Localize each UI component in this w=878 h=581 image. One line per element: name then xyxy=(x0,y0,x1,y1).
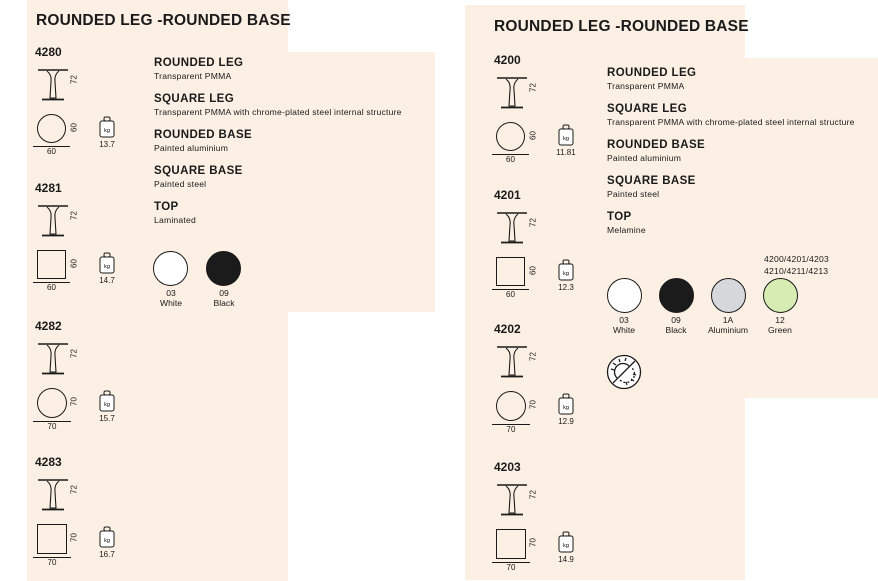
width-dimension: 70 xyxy=(506,425,516,434)
height-dimension: 72 xyxy=(69,211,79,220)
depth-dimension: 60 xyxy=(528,266,538,275)
swatch-name: White xyxy=(160,298,182,308)
material-name: ROUNDED LEG xyxy=(607,67,697,79)
swatch-name: Aluminium xyxy=(707,325,749,335)
width-dimension: 70 xyxy=(47,422,57,431)
outdoor-sun-icon xyxy=(606,354,642,390)
width-dimension: 60 xyxy=(47,283,56,292)
table-side-view-icon xyxy=(496,76,528,110)
height-dimension: 72 xyxy=(528,490,538,499)
swatch-label xyxy=(703,315,753,335)
width-dimension: 60 xyxy=(506,155,515,164)
svg-text:kg: kg xyxy=(104,264,110,270)
swatch-label xyxy=(199,288,249,308)
depth-dimension: 70 xyxy=(69,397,79,406)
swatch-code: 09 xyxy=(219,288,229,298)
swatch-white xyxy=(607,278,642,313)
weight-value: 15.7 xyxy=(99,414,115,423)
swatch-code: 12 xyxy=(775,315,785,325)
product-code: 4280 xyxy=(35,45,62,59)
weight-value: 13.7 xyxy=(99,140,115,149)
square-top-view xyxy=(496,257,525,286)
square-top-view xyxy=(37,524,67,554)
product-code: 4202 xyxy=(494,322,521,336)
swatch-code: 1A xyxy=(722,315,734,325)
svg-text:kg: kg xyxy=(563,271,569,277)
round-top-view xyxy=(37,114,66,143)
swatch-name: Black xyxy=(213,298,235,308)
swatch-codes-line1: 4200/4201/4203 xyxy=(764,254,829,264)
material-desc: Transparent PMMA with chrome-plated steel internal structure xyxy=(607,117,855,127)
material-desc: Melamine xyxy=(607,225,646,235)
table-side-view-icon xyxy=(37,478,69,512)
material-name: ROUNDED BASE xyxy=(154,129,253,141)
table-side-view-icon xyxy=(37,342,69,376)
material-desc: Painted aluminium xyxy=(607,153,682,163)
swatch-label xyxy=(146,288,196,308)
swatch-name: Black xyxy=(665,325,687,335)
weight-kg-icon xyxy=(558,124,574,146)
svg-text:kg: kg xyxy=(563,136,569,142)
height-dimension: 72 xyxy=(528,83,538,92)
height-dimension: 72 xyxy=(69,75,79,84)
material-desc: Transparent PMMA with chrome-plated steel internal structure xyxy=(154,107,402,117)
depth-dimension: 70 xyxy=(528,400,538,409)
depth-dimension: 70 xyxy=(69,533,79,542)
table-side-view-icon xyxy=(496,211,528,245)
weight-value: 12.9 xyxy=(558,417,574,426)
round-top-view xyxy=(37,388,67,418)
svg-text:kg: kg xyxy=(563,543,569,549)
width-dimension: 60 xyxy=(47,147,56,156)
swatch-name: Green xyxy=(768,325,792,335)
weight-value: 12.3 xyxy=(558,283,574,292)
weight-value: 14.7 xyxy=(99,276,115,285)
width-dimension: 60 xyxy=(506,290,515,299)
square-top-view xyxy=(37,250,66,279)
svg-text:kg: kg xyxy=(104,128,110,134)
weight-value: 11.81 xyxy=(556,148,576,157)
swatch-aluminium xyxy=(711,278,746,313)
swatch-label xyxy=(599,315,649,335)
material-desc: Painted steel xyxy=(154,179,207,189)
swatch-label xyxy=(651,315,701,335)
left-section-title: ROUNDED LEG -ROUNDED BASE xyxy=(36,12,291,29)
depth-dimension: 70 xyxy=(528,538,538,547)
swatch-code: 09 xyxy=(671,315,681,325)
svg-text:kg: kg xyxy=(104,538,110,544)
material-desc: Transparent PMMA xyxy=(607,81,685,91)
weight-kg-icon xyxy=(99,526,115,548)
table-side-view-icon xyxy=(37,204,69,238)
swatch-codes-line2: 4210/4211/4213 xyxy=(764,266,829,276)
round-top-view xyxy=(496,391,526,421)
height-dimension: 72 xyxy=(69,349,79,358)
height-dimension: 72 xyxy=(69,485,79,494)
weight-value: 14.9 xyxy=(558,555,574,564)
width-dimension: 70 xyxy=(506,563,516,572)
product-code: 4203 xyxy=(494,460,521,474)
product-code: 4282 xyxy=(35,319,62,333)
swatch-code: 03 xyxy=(166,288,176,298)
swatch-black xyxy=(659,278,694,313)
left-materials xyxy=(154,57,402,225)
swatch-white xyxy=(153,251,188,286)
material-desc: Painted steel xyxy=(607,189,660,199)
weight-kg-icon xyxy=(99,116,115,138)
weight-kg-icon xyxy=(99,252,115,274)
round-top-view xyxy=(496,122,525,151)
table-side-view-icon xyxy=(496,345,528,379)
swatch-code: 03 xyxy=(619,315,629,325)
depth-dimension: 60 xyxy=(69,259,79,268)
material-name: TOP xyxy=(607,211,632,223)
material-name: ROUNDED BASE xyxy=(607,139,706,151)
svg-text:kg: kg xyxy=(563,405,569,411)
swatch-label xyxy=(755,315,805,335)
weight-value: 16.7 xyxy=(99,550,115,559)
swatch-name: White xyxy=(613,325,635,335)
material-name: SQUARE LEG xyxy=(154,93,235,105)
swatch-black xyxy=(206,251,241,286)
material-name: SQUARE BASE xyxy=(607,175,696,187)
depth-dimension: 60 xyxy=(528,131,538,140)
material-desc: Painted aluminium xyxy=(154,143,229,153)
width-dimension: 70 xyxy=(47,558,57,567)
material-name: SQUARE LEG xyxy=(607,103,688,115)
depth-dimension: 60 xyxy=(69,123,79,132)
right-section-title: ROUNDED LEG -ROUNDED BASE xyxy=(494,18,749,35)
material-desc: Transparent PMMA xyxy=(154,71,232,81)
product-code: 4281 xyxy=(35,181,62,195)
weight-kg-icon xyxy=(558,393,574,415)
product-code: 4283 xyxy=(35,455,62,469)
product-code: 4200 xyxy=(494,53,521,67)
svg-text:kg: kg xyxy=(104,402,110,408)
weight-kg-icon xyxy=(99,390,115,412)
right-materials xyxy=(607,67,855,235)
weight-kg-icon xyxy=(558,531,574,553)
square-top-view xyxy=(496,529,526,559)
material-name: TOP xyxy=(154,201,179,213)
table-side-view-icon xyxy=(496,483,528,517)
material-name: SQUARE BASE xyxy=(154,165,243,177)
swatch-green xyxy=(763,278,798,313)
height-dimension: 72 xyxy=(528,218,538,227)
weight-kg-icon xyxy=(558,259,574,281)
material-desc: Laminated xyxy=(154,215,196,225)
product-code: 4201 xyxy=(494,188,521,202)
height-dimension: 72 xyxy=(528,352,538,361)
table-side-view-icon xyxy=(37,68,69,102)
material-name: ROUNDED LEG xyxy=(154,57,244,69)
